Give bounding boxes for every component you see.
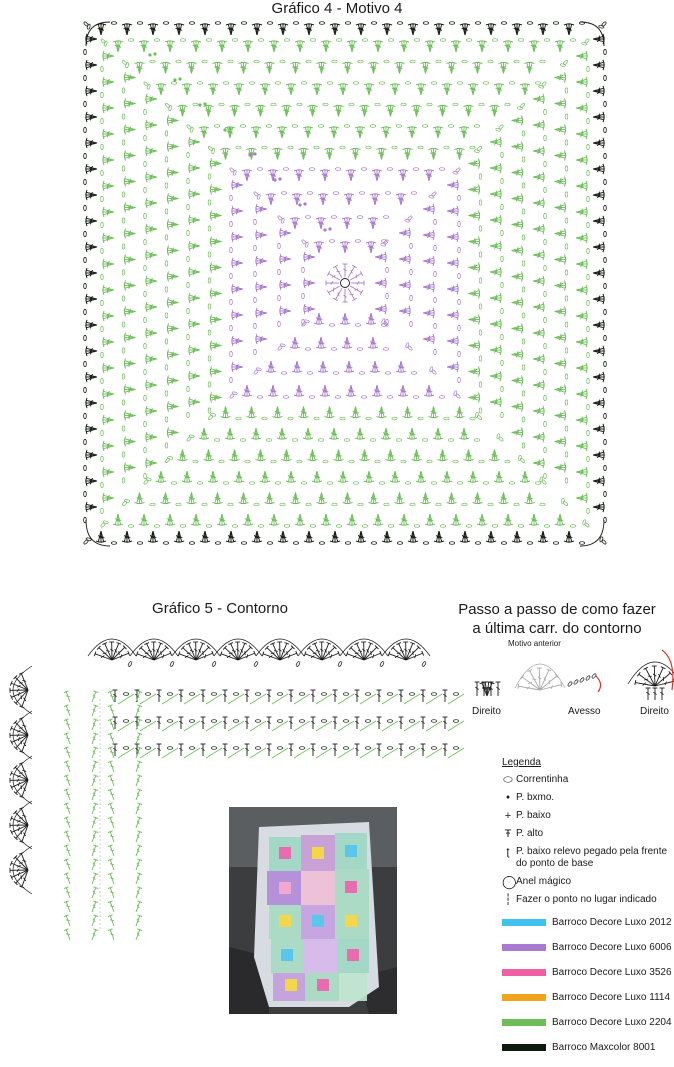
color-swatch [502, 994, 546, 1001]
previous-motif-label: Motivo anterior [508, 639, 561, 648]
step-wrong-label: Avesso [568, 706, 601, 717]
legend-item-label: P. bxmo. [516, 792, 554, 803]
color-swatch [502, 1044, 546, 1051]
single-crochet-icon: + [502, 810, 514, 822]
step-right-label-1: Direito [472, 706, 501, 717]
step-right-label-2: Direito [640, 706, 669, 717]
slip-stitch-icon: ● [502, 792, 514, 804]
steps-title-line1: Passo a passo de como fazer [440, 600, 674, 619]
color-swatch-row [502, 1017, 674, 1029]
color-swatch [502, 944, 546, 951]
color-swatch-row [502, 992, 674, 1004]
color-swatch-row [502, 917, 674, 929]
legend-item-single-crochet [502, 810, 674, 822]
indicated-place-icon: ┆ [502, 894, 514, 906]
color-label: Barroco Decore Luxo 1114 [552, 992, 670, 1003]
legend [502, 757, 674, 1067]
color-swatch [502, 919, 546, 926]
legend-heading: Legenda [502, 757, 674, 768]
chain-icon: ⬭ [502, 774, 514, 786]
legend-item-chain [502, 774, 674, 786]
legend-item-label: P. alto [516, 828, 543, 839]
blanket-photo [229, 807, 397, 1014]
color-swatch [502, 969, 546, 976]
legend-item-double-crochet [502, 828, 674, 840]
color-swatch-row [502, 967, 674, 979]
front-post-icon: ʈ [502, 846, 514, 858]
step-stitches [475, 650, 674, 700]
color-swatch-row [502, 1042, 674, 1054]
legend-item-front-post [502, 846, 674, 870]
chart5-title: Gráfico 5 - Contorno [90, 600, 350, 617]
color-label: Barroco Maxcolor 8001 [552, 1042, 655, 1053]
color-label: Barroco Decore Luxo 2012 [552, 917, 672, 928]
steps-title-line2: a última carr. do contorno [440, 619, 674, 638]
chart4-title: Gráfico 4 - Motivo 4 [0, 0, 674, 17]
legend-item-label: P. baixo relevo pegado pela frente do ponto de base [516, 846, 667, 869]
legend-item-label: Correntinha [516, 774, 568, 785]
legend-item-slip-stitch [502, 792, 674, 804]
legend-item-label: Fazer o ponto no lugar indicado [516, 894, 657, 905]
magic-ring-icon: ◯ [502, 876, 514, 888]
legend-item-label: Anel mágico [516, 876, 571, 887]
double-crochet-icon: Ŧ [502, 828, 514, 840]
color-swatch [502, 1019, 546, 1026]
color-label: Barroco Decore Luxo 2204 [552, 1017, 672, 1028]
color-label: Barroco Decore Luxo 6006 [552, 942, 672, 953]
color-swatch-row [502, 942, 674, 954]
blanket-photo-image [229, 807, 397, 1014]
legend-item-indicated-place [502, 894, 674, 906]
legend-item-magic-ring [502, 876, 674, 888]
color-label: Barroco Decore Luxo 3526 [552, 967, 672, 978]
legend-item-label: P. baixo [516, 810, 551, 821]
